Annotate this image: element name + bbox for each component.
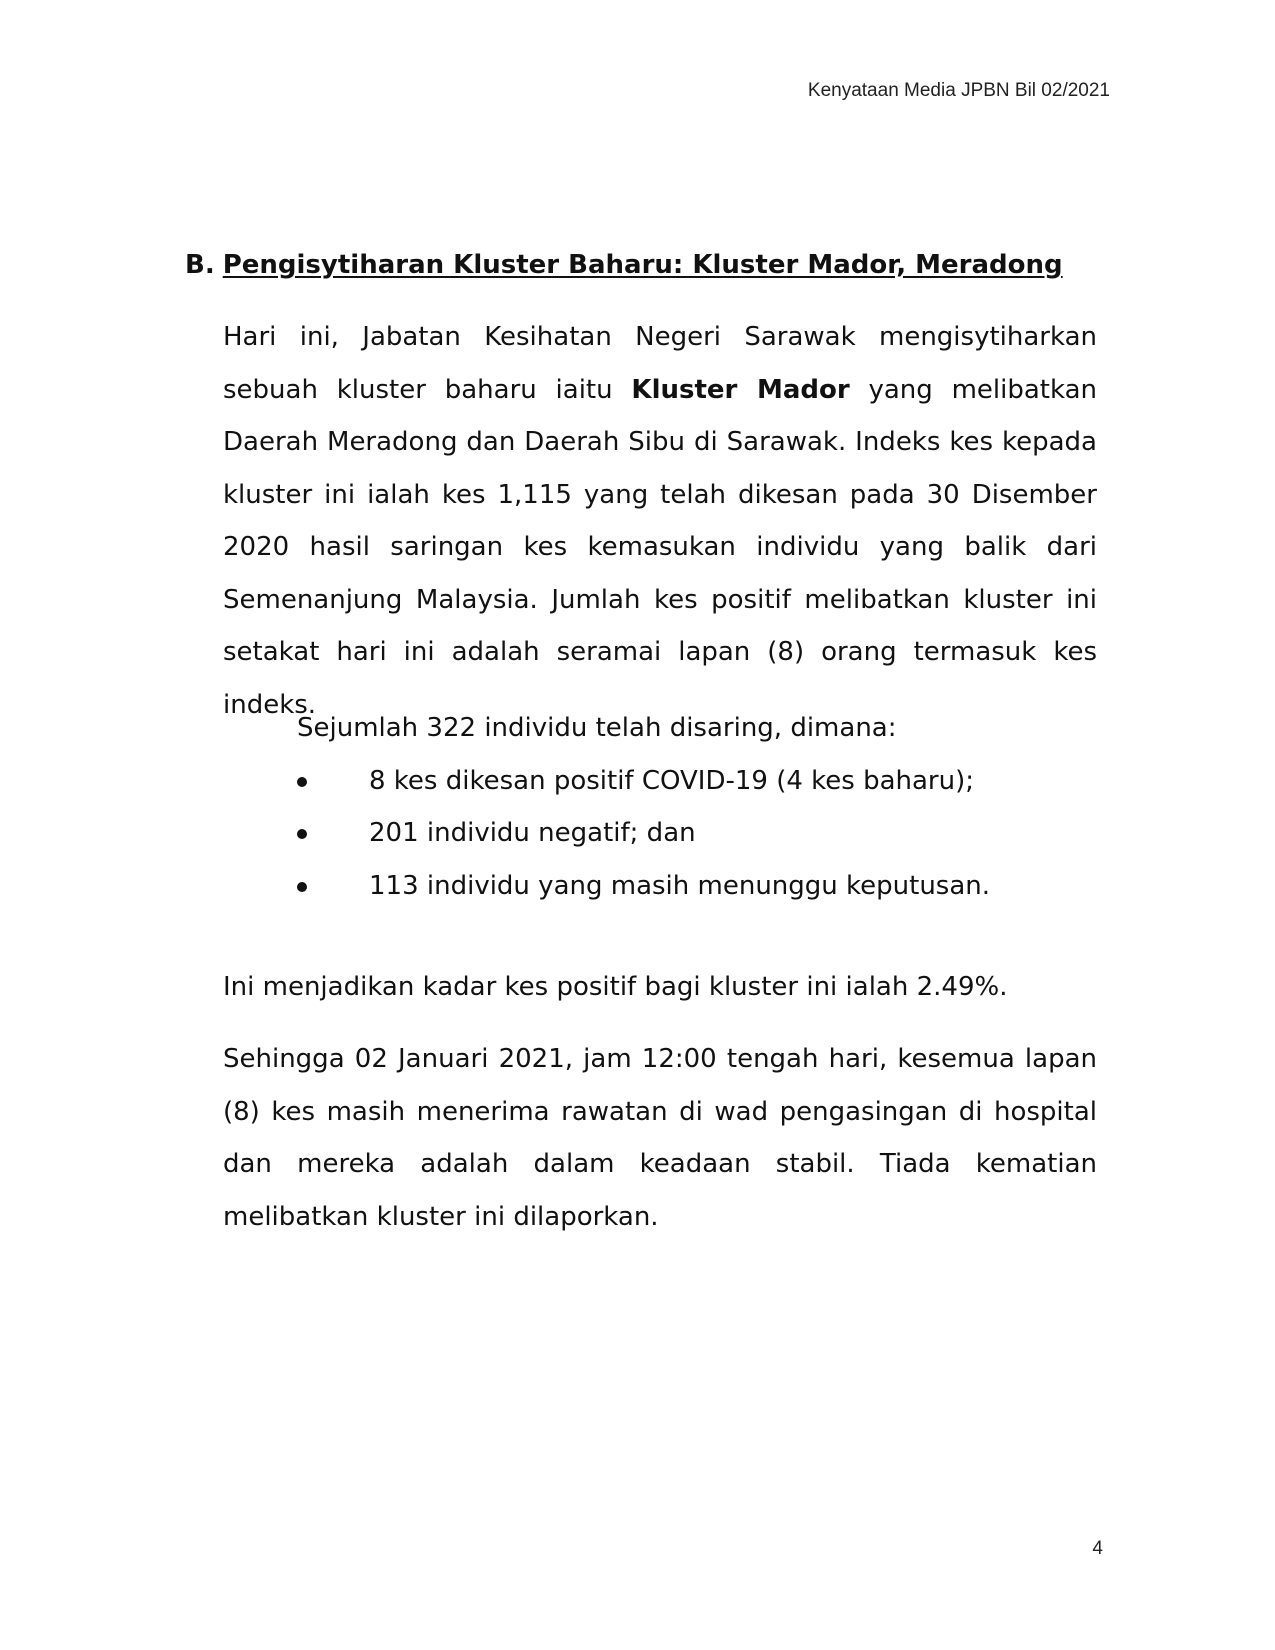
list-item [297, 860, 1057, 913]
document-reference: Kenyataan Media JPBN Bil 02/2021 [807, 80, 1110, 101]
list-item [297, 807, 1057, 860]
intro-paragraph [223, 311, 1097, 731]
intro-text-start: Hari ini, Jabatan Kesihatan Negeri Sarawak mengisytiharkan sebuah kluster baharu iaitu [223, 322, 1097, 405]
intro-text-end: yang melibatkan Daerah Meradong dan Daerah Sibu di Sarawak. Indeks kes kepada kluster ini ialah kes 1,115 yang telah dikesan pada 30 Disember 2020 hasil saringan kes kemasukan individu yang balik dari Semenanjung Malaysia. Jumlah kes positif melibatkan kluster ini setakat hari ini adalah seramai lapan (8) orang termasuk kes indeks. [223, 374, 1097, 720]
list-item-text: 8 kes dikesan positif COVID-19 (4 kes baharu); [369, 765, 975, 796]
screening-results-list [297, 755, 1057, 913]
list-item-text: 113 individu yang masih menunggu keputusan. [369, 870, 991, 901]
section-heading [185, 250, 1063, 280]
section-letter: B. [185, 250, 215, 280]
list-item [297, 755, 1057, 808]
section-title: Pengisytiharan Kluster Baharu: Kluster Mador, Meradong [222, 250, 1063, 280]
screening-lead: Sejumlah 322 individu telah disaring, dimana: [297, 713, 897, 743]
list-item-text: 201 individu negatif; dan [369, 818, 696, 848]
bullet-icon [297, 882, 307, 892]
cluster-name: Kluster Mador [631, 374, 850, 405]
bullet-icon [297, 777, 307, 787]
status-paragraph: Sehingga 02 Januari 2021, jam 12:00 tengah hari, kesemua lapan (8) kes masih menerima rawatan di wad pengasingan di hospital dan mereka adalah dalam keadaan stabil. Tiada kematian melibatkan kluster ini dilaporkan. [223, 1044, 1097, 1232]
screening-summary [297, 702, 1057, 912]
bullet-icon [297, 829, 307, 839]
positive-rate-paragraph: Ini menjadikan kadar kes positif bagi kluster ini ialah 2.49%. [223, 972, 1008, 1002]
page-number: 4 [1092, 1538, 1103, 1559]
